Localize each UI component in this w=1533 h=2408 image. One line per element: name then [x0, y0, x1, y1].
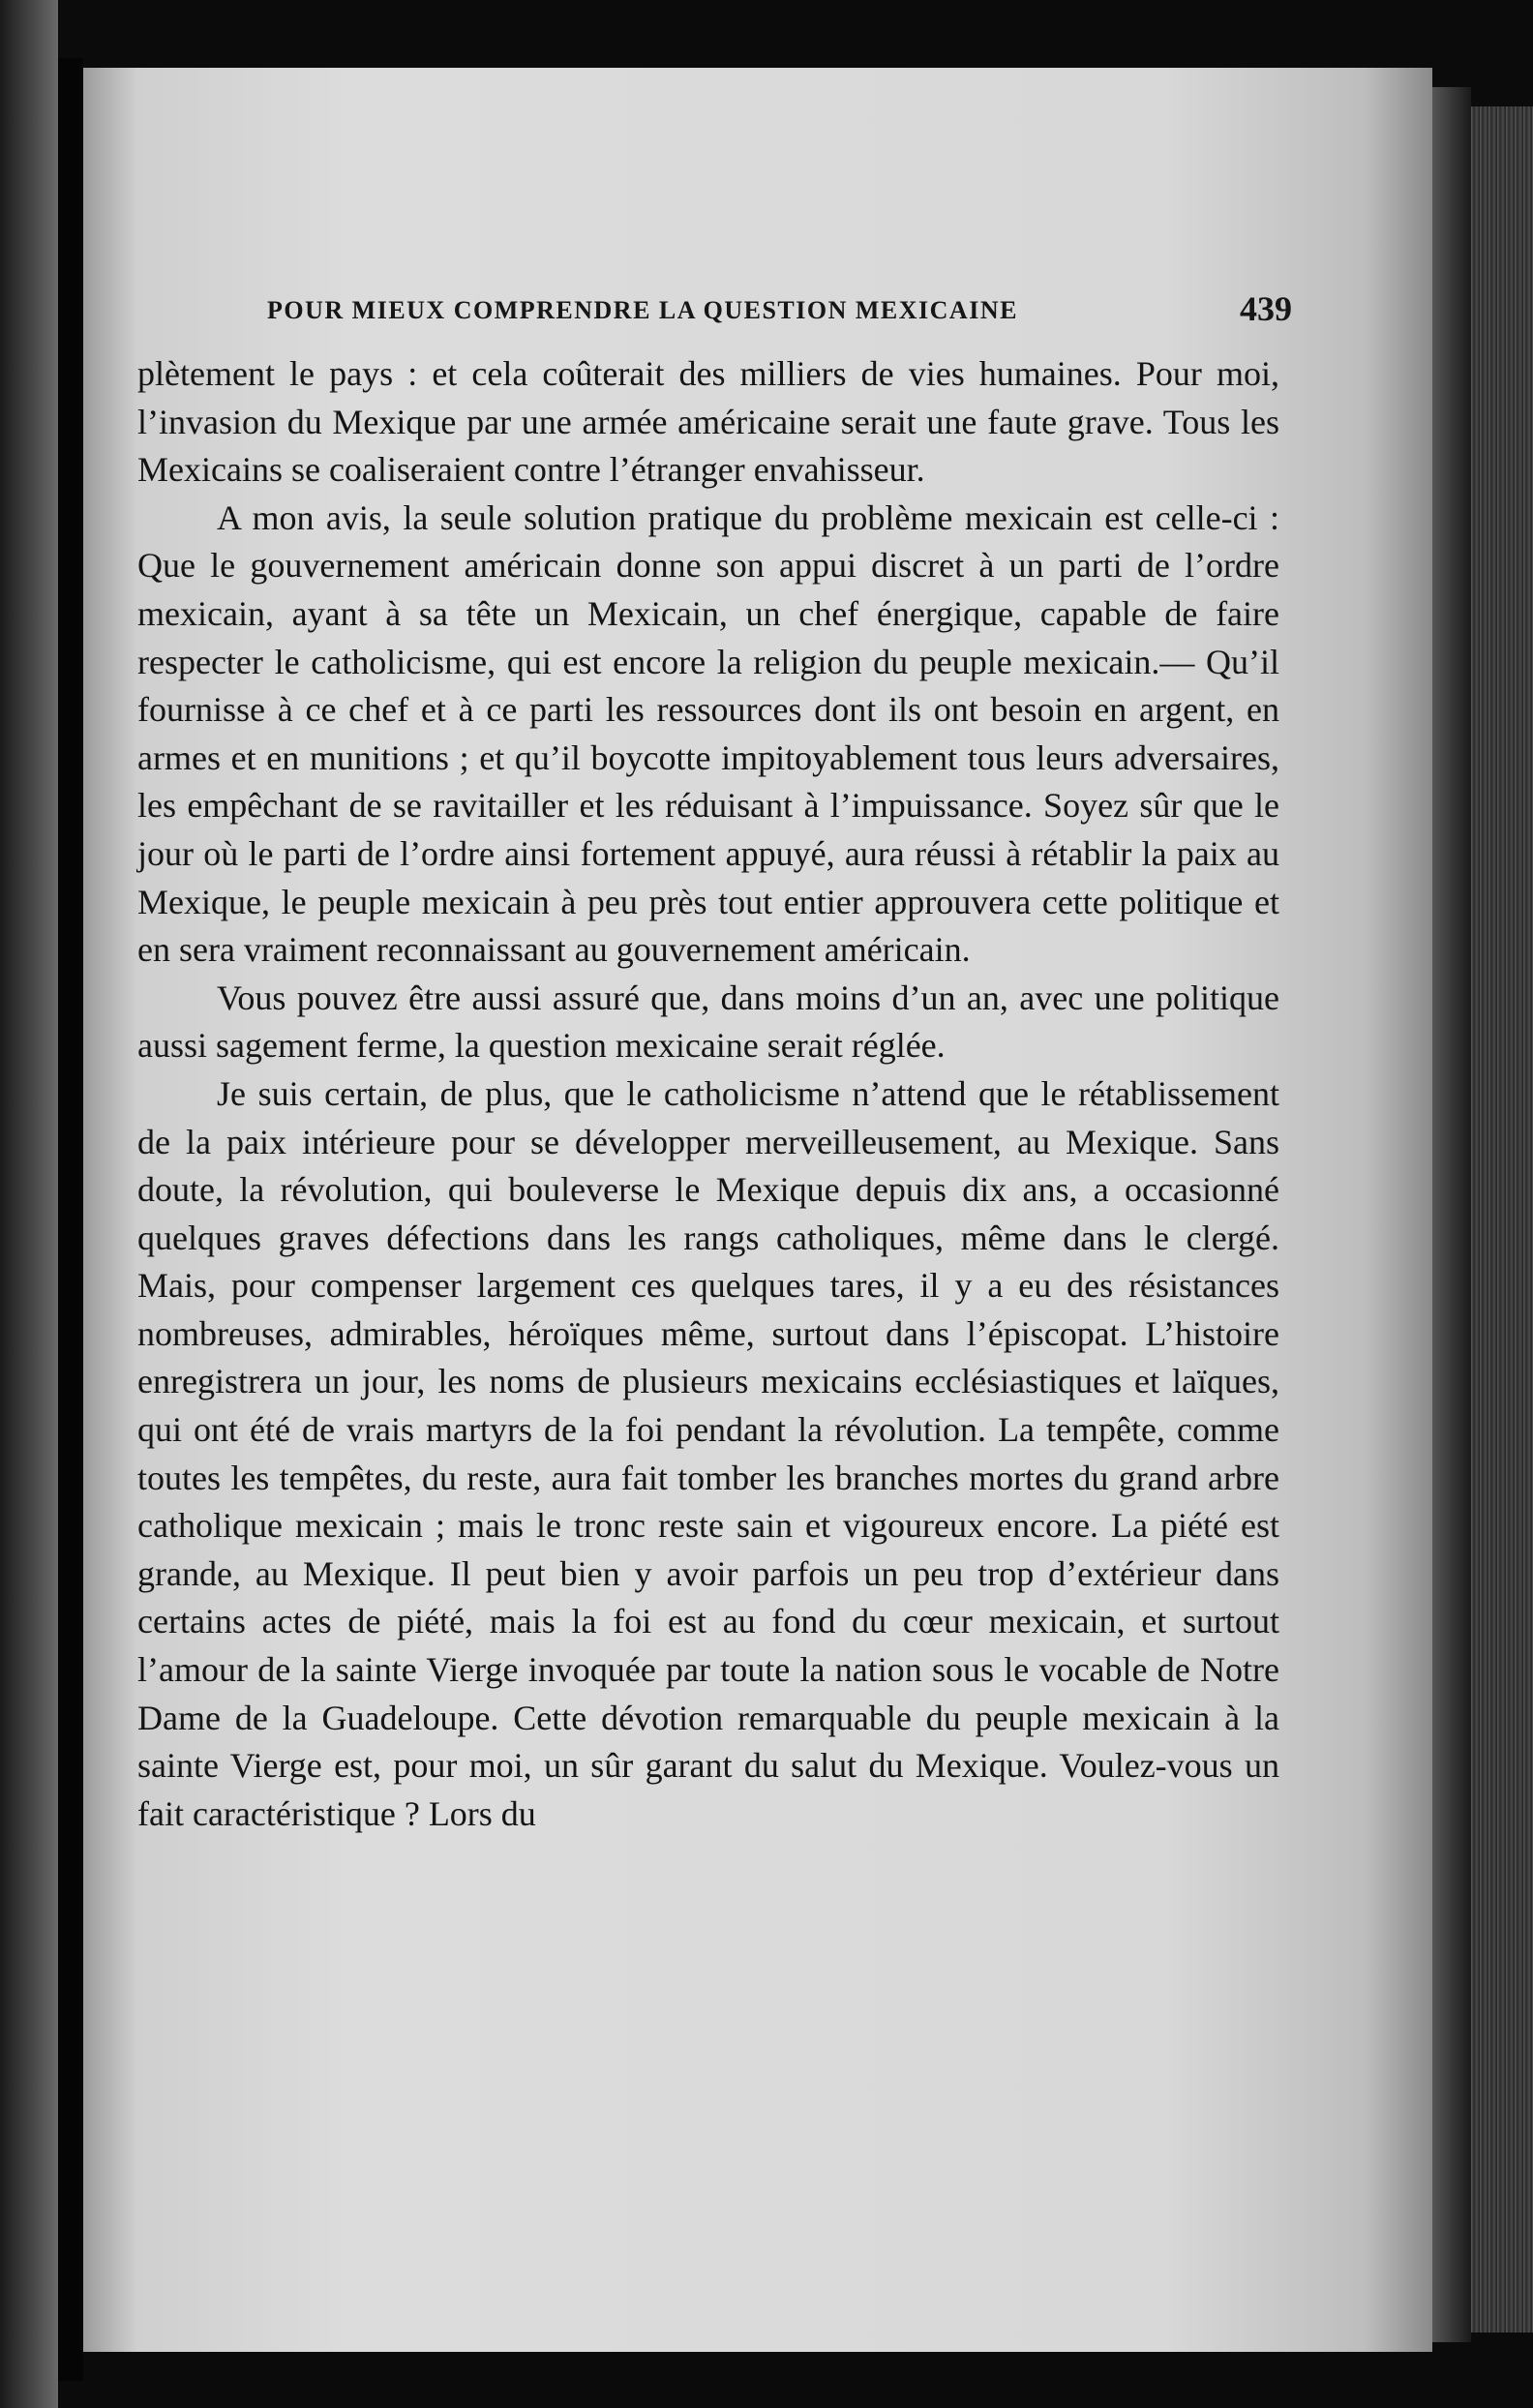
- paragraph: Vous pouvez être aussi assuré que, dans moins d’un an, avec une politique aussi sagement ferme, la question mexicaine serait réglée.: [137, 978, 1279, 1066]
- body-text: [137, 350, 1279, 1838]
- running-title: POUR MIEUX COMPRENDRE LA QUESTION MEXICAINE: [267, 296, 1018, 324]
- paragraph-continued: plètement le pays : et cela coûterait des milliers de vies humaines. Pour moi, l’invasion du Mexique par une armée américaine serait une faute grave. Tous les Mexicains se coaliseraient contre l’étranger envahisseur.: [137, 354, 1279, 490]
- page-stack-edge: [1471, 106, 1533, 2333]
- page-number: 439: [1240, 289, 1292, 328]
- paragraph: Je suis certain, de plus, que le catholicisme n’attend que le rétablissement de la paix intérieure pour se développer merveilleusement, au Mexique. Sans doute, la révolution, qui bouleverse le Mexique depuis dix ans, a occasionné quelques graves défections dans les rangs catholiques, même dans le clergé. Mais, pour compenser largement ces quelques tares, il y a eu des résistances nombreuses, admirables, héroïques même, surtout dans l’épiscopat. L’histoire enregistrera un jour, les noms de plusieurs mexicains ecclésiastiques et laïques, qui ont été de vrais martyrs de la foi pendant la révolution. La tempête, comme toutes les tempêtes, du reste, aura fait tomber les branches mortes du grand arbre catholique mexicain ; mais le tronc reste sain et vigoureux encore. La piété est grande, au Mexique. Il peut bien y avoir parfois un peu trop d’extérieur dans certains actes de piété, mais la foi est au fond du cœur mexicain, et surtout l’amour de la sainte Vierge invoquée par toute la nation sous le vocable de Notre Dame de la Guadeloupe. Cette dévotion remarquable du peuple mexicain à la sainte Vierge est, pour moi, un sûr garant du salut du Mexique. Voulez-vous un fait caractéristique ? Lors du: [137, 1073, 1279, 1833]
- left-page-edge: [0, 0, 58, 2408]
- paragraph: A mon avis, la seule solution pratique du problème mexicain est celle-ci : Que le gouvernement américain donne son appui discret à un parti de l’ordre mexicain, ayant à sa tête un Mexicain, un chef énergique, capable de faire respecter le catholicisme, qui est encore la religion du peuple mexicain.— Qu’il fournisse à ce chef et à ce parti les ressources dont ils ont besoin en argent, en armes et en munitions ; et qu’il boycotte impitoyablement tous leurs adversaires, les empêchant de se ravitailler et les réduisant à l’impuissance. Soyez sûr que le jour où le parti de l’ordre ainsi fortement appuyé, aura réussi à rétablir la paix au Mexique, le peuple mexicain à peu près tout entier approuvera cette politique et en sera vraiment reconnaissant au gouvernement américain.: [137, 497, 1279, 970]
- book-gutter: [58, 58, 83, 2381]
- right-page-shadow: [1432, 87, 1471, 2342]
- running-header: [184, 288, 1292, 337]
